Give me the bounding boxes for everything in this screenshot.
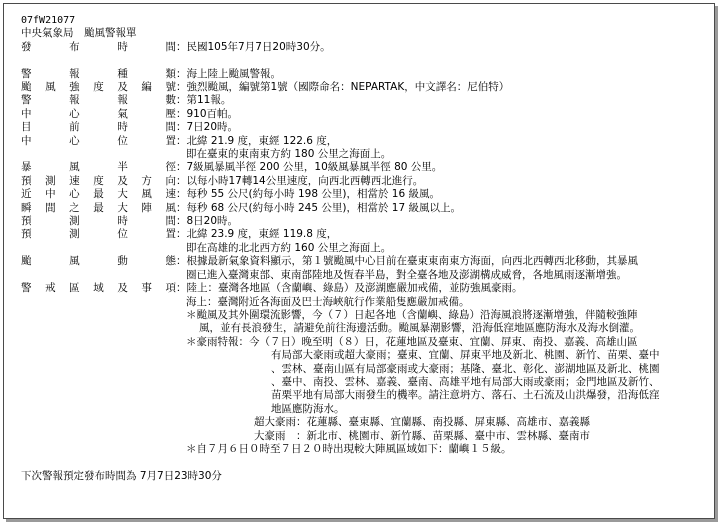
rain-advisory-line: 苗栗平地有局部大雨發生的機率。請注意坍方、落石、土石流及山洪爆發，沿海低窪: [271, 389, 660, 402]
issue-time-value: 民國105年7月7日20時30分。: [186, 40, 331, 53]
warning-note: ＊颱風及其外圍環流影響，今（７）日起各地（含蘭嶼、綠島）沿海風浪將逐漸增強，伴隨較強陣: [186, 308, 638, 321]
rain-advisory-line: 有局部大豪雨或超大豪雨；臺東、宜蘭、屏東平地及新北、桃園、新竹、苗栗、臺中: [271, 349, 660, 362]
rain-advisory-line: 、臺中、南投、雲林、嘉義、臺南、高雄平地有局部大雨或豪雨；金門地區及新竹、: [271, 375, 660, 388]
field-label: 目 前 時 間: [21, 121, 176, 134]
field-value: 7日20時。: [186, 121, 239, 134]
field-value: 每秒 68 公尺(約每小時 245 公里)，相當於 17 級風以上。: [186, 201, 461, 214]
agency-title: 中央氣象局 颱風警報單: [21, 27, 137, 40]
warning-label: 警戒區域及事項: [21, 282, 176, 295]
field-row: 預測速度及方向 ： 以每小時17轉14公里速度，向西北西轉西北進行。: [21, 175, 711, 188]
field-row: 颱風強度及編號 ： 強烈颱風，編號第1號（國際命名：NEPARTAK，中文譯名：尼伯特）: [21, 81, 711, 94]
field-value: 海上陸上颱風警報。: [186, 67, 281, 80]
rain-advisory-line: 、雲林、臺南山區有局部豪雨或大豪雨；基隆、臺北、彰化、澎湖地區及新北、桃園: [271, 362, 660, 375]
field-label: 預測速度及方向: [21, 174, 176, 187]
warning-land: 陸上：臺灣各地區（含蘭嶼、綠島）及澎湖應嚴加戒備，並防強風豪雨。: [186, 282, 523, 295]
field-label: 中 心 位 置: [21, 134, 176, 147]
issue-time-row: 發 布 時 間 ： 民國105年7月7日20時30分。: [21, 41, 711, 54]
motion-text-continuation: 圈已進入臺灣東部、東南部陸地及恆春半島，對全臺各地及澎湖構成威脅，各地風雨逐漸增強。: [186, 268, 627, 281]
issue-time-label: 發 布 時 間: [21, 40, 176, 53]
field-label: 警 報 報 數: [21, 94, 176, 107]
bulletin-panel: [3, 3, 715, 519]
warning-note: 風，並有長浪發生，請避免前往海邊活動。颱風暴潮影響，沿海低窪地區應防海水及海水倒灌。: [199, 322, 640, 335]
next-bulletin-time: 下次警報預定發布時間為 7月7日23時30分: [21, 469, 222, 482]
field-value: 以每小時17轉14公里速度，向西北西轉西北進行。: [186, 174, 424, 187]
field-value: 每秒 55 公尺(約每小時 198 公里)，相當於 16 級風。: [186, 188, 440, 201]
motion-label: 颱 風 動 態: [21, 255, 176, 268]
motion-text: 根據最新氣象資料顯示，第１號颱風中心目前在臺東東南東方海面，向西北西轉西北移動，其暴風: [186, 255, 638, 268]
rain-advisory-line: 地區應防海水。: [271, 402, 345, 415]
field-row: 預 測 位 置 ： 北緯 23.9 度，東經 119.8 度，: [21, 228, 711, 241]
rain-advisory: ＊豪雨特報：今（７日）晚至明（８）日，花蓮地區及臺東、宜蘭、屏東、南投、嘉義、高雄山區: [186, 335, 638, 348]
position-continuation: 即在臺東的東南東方約 180 公里之海面上。: [186, 148, 392, 161]
field-label: 近中心最大風速: [21, 188, 176, 201]
field-row: 目 前 時 間 ： 7日20時。: [21, 121, 711, 134]
field-row: 警 報 報 數 ： 第11報。: [21, 94, 711, 107]
forecast-position-continuation: 即在高雄的北北西方約 160 公里之海面上。: [186, 241, 392, 254]
field-label: 警 報 種 類: [21, 67, 176, 80]
document-id: 07fW21077: [21, 15, 76, 26]
field-row: 近中心最大風速 ： 每秒 55 公尺(約每小時 198 公里)，相當於 16 級風。: [21, 188, 711, 201]
field-label: 預 測 時 間: [21, 215, 176, 228]
field-row: 瞬間之最大陣風 ： 每秒 68 公尺(約每小時 245 公里)，相當於 17 級風以上。: [21, 202, 711, 215]
field-value: 北緯 23.9 度，東經 119.8 度，: [186, 228, 338, 241]
field-label: 瞬間之最大陣風: [21, 201, 176, 214]
typhoon-motion-row: 颱 風 動 態 ： 根據最新氣象資料顯示，第１號颱風中心目前在臺東東南東方海面，向西北西轉西北移動，其暴風: [21, 255, 711, 268]
field-label: 中 心 氣 壓: [21, 107, 176, 120]
field-value: 第11報。: [186, 94, 232, 107]
gust-note: ＊自７月６日０時至７日２０時出現較大陣風區域如下：蘭嶼１５級。: [186, 442, 512, 455]
extreme-rain-counties: 超大豪雨：花蓮縣、臺東縣、宜蘭縣、南投縣、屏東縣、高雄市、嘉義縣: [254, 416, 590, 429]
field-label: 暴 風 半 徑: [21, 161, 176, 174]
typhoon-bulletin: [21, 14, 711, 483]
field-row: 中 心 氣 壓 ： 910百帕。: [21, 108, 711, 121]
heavy-rain-counties: 大豪雨 ：新北市、桃園市、新竹縣、苗栗縣、臺中市、雲林縣、臺南市: [254, 429, 590, 442]
field-row: 暴 風 半 徑 ： 7級風暴風半徑 200 公里，10級風暴風半徑 80 公里。: [21, 161, 711, 174]
field-value: 北緯 21.9 度，東經 122.6 度，: [186, 134, 338, 147]
field-value: 7級風暴風半徑 200 公里，10級風暴風半徑 80 公里。: [186, 161, 443, 174]
warning-sea: 海上：臺灣附近各海面及巴士海峽航行作業船隻應嚴加戒備。: [186, 295, 470, 308]
field-row: 預 測 時 間 ： 8日20時。: [21, 215, 711, 228]
field-label: 颱風強度及編號: [21, 81, 176, 94]
warning-area-row: 警戒區域及事項 ： 陸上：臺灣各地區（含蘭嶼、綠島）及澎湖應嚴加戒備，並防強風豪雨。: [21, 282, 711, 295]
field-row: 警 報 種 類 ： 海上陸上颱風警報。: [21, 68, 711, 81]
field-value: 8日20時。: [186, 215, 239, 228]
field-value: 910百帕。: [186, 107, 239, 120]
field-row: 中 心 位 置 ： 北緯 21.9 度，東經 122.6 度，: [21, 135, 711, 148]
field-value: 強烈颱風，編號第1號（國際命名：NEPARTAK，中文譯名：尼伯特）: [186, 81, 510, 94]
field-label: 預 測 位 置: [21, 228, 176, 241]
